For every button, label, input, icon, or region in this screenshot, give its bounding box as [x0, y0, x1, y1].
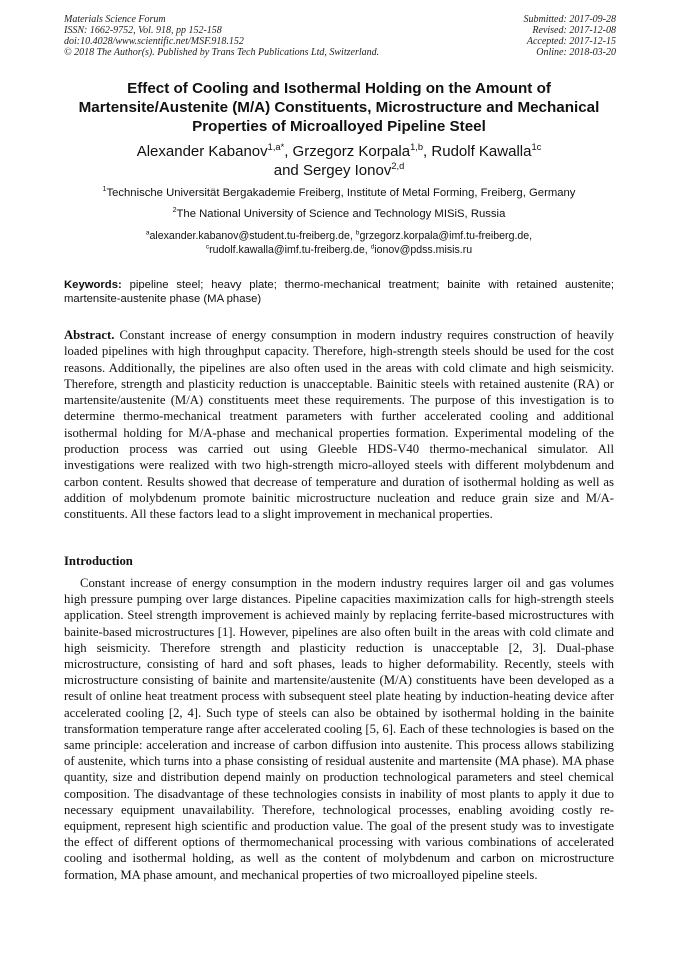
affiliation-mark: 1 — [102, 186, 107, 194]
accepted-date: Accepted: 2017-12-15 — [526, 36, 616, 47]
submission-dates — [524, 14, 617, 58]
email-mark: d — [370, 243, 375, 251]
abstract-label: Abstract. — [64, 328, 115, 342]
email-link[interactable]: alexander.kabanov@student.tu-freiberg.de, — [149, 230, 356, 242]
author-affil-mark: 1,b — [410, 142, 424, 152]
affiliation-mark: 2 — [172, 207, 177, 215]
paper-title — [50, 79, 628, 136]
journal-doi: doi:10.4028/www.scientific.net/MSF.918.152 — [64, 36, 244, 47]
author-conjunction: and — [273, 162, 303, 179]
abstract-section — [64, 327, 614, 523]
submitted-date: Submitted: 2017-09-28 — [523, 14, 616, 25]
journal-info — [64, 14, 379, 58]
affiliation-text: Technische Universität Bergakademie Freiberg, Institute of Metal Forming, Freiberg, Germany — [106, 187, 576, 199]
author-name: Grzegorz Korpala — [292, 143, 411, 160]
author-separator: , — [284, 143, 293, 160]
author-line-2 — [40, 161, 638, 180]
author-separator: , — [423, 143, 432, 160]
title-line: Martensite/Austenite (M/A) Constituents, Microstructure and Mechanical — [78, 99, 600, 116]
author-affil-mark: 2,d — [391, 161, 405, 171]
keywords-section — [64, 278, 614, 306]
keywords-label: Keywords: — [64, 279, 122, 291]
author-affil-mark: 1,a* — [267, 142, 285, 152]
email-mark: b — [355, 229, 360, 237]
author-line-1 — [40, 142, 638, 161]
author-emails — [30, 229, 648, 257]
affiliation — [30, 207, 648, 221]
introduction-paragraph: Constant increase of energy consumption in the modern industry requires larger oil and gas volumes high pressure pumping over large distances. Pipeline capacities maximization calls for high-strength steels application. Steel strength improvement is achieved mainly by replacing ferrite-based microstructures with bainite-based microstructures [1]. However, pipelines are also often built in the areas with cold climate and high seismicity. Therefore strength and plasticity reduction is unacceptable [2, 3]. Dual-phase microstructure, consisting of hard and soft phases, leads to higher deformability. Recently, steels with microstructure consisting of bainite and martensite/austenite (M/A) constituents have been developed as a result of online heat treatment process with subsequent steel plate heating by induction-heating device after accelerated cooling [2, 4]. Such type of steels can also be obtained by isothermal holding in the bainite transformation temperature range after accelerated cooling [5, 6]. Each of these technologies is based on the same principle: acceleration and increase of carbon diffusion into austenite. This process allows stabilizing of austenite, which turns into a phase consisting of residual austenite and martensite (MA phase). MA phase quantity, size and distribution depend mainly on production technological parameters and steel chemical composition. The disadvantage of these technologies consists in inability of most plants to apply it due to necessary equipment unavailability. Therefore, technological processes, enabling avoiding costly re-equipment, represent high scientific and production value. The goal of the present study was to investigate the effect of different options of thermomechanical processing with various combinations of accelerated cooling and isothermal holding, as well as the content of molybdenum and carbon on microstructure formation, MA phase amount, and mechanical properties of two microalloyed pipeline steels. — [64, 576, 614, 882]
journal-issn: ISSN: 1662-9752, Vol. 918, pp 152-158 — [64, 25, 222, 36]
email-mark: c — [205, 243, 210, 251]
affiliation-text: The National University of Science and Technology MISiS, Russia — [176, 208, 506, 220]
author-name: Sergey Ionov — [302, 162, 392, 179]
author-list — [40, 142, 638, 180]
keywords-text: pipeline steel; heavy plate; thermo-mechanical treatment; bainite with retained austenite; martensite-austenite phase (MA phase) — [64, 279, 614, 305]
revised-date: Revised: 2017-12-08 — [532, 25, 616, 36]
author-name: Alexander Kabanov — [136, 143, 268, 160]
email-line-1 — [30, 229, 648, 243]
journal-copyright: © 2018 The Author(s). Published by Trans Tech Publications Ltd, Switzerland. — [64, 47, 380, 58]
affiliation — [30, 186, 648, 200]
email-mark: a — [145, 229, 150, 237]
title-line: Effect of Cooling and Isothermal Holding on the Amount of — [127, 80, 551, 97]
journal-name: Materials Science Forum — [64, 14, 166, 25]
online-date: Online: 2018-03-20 — [536, 47, 616, 58]
abstract-text: Constant increase of energy consumption in modern industry requires construction of heavily loaded pipelines with high throughput capacity. Therefore, high-strength steels should be used for the cost reasons. Additionally, the pipelines are also often used in the areas with cold climate and high seismicity. Therefore, strength and plasticity reduction is unacceptable. Bainitic steels with retained austenite (RA) or martensite/austenite (M/A) constituents meet these requirements. The purpose of this investigation is to determine thermo-mechanical treatment parameters with further accelerated cooling and additional isothermal holding for M/A-phase and mechanical properties formation. Experimental modeling of the production process was carried out using Gleeble HDS-V40 thermo-mechanical simulator. All investigations were realized with two high-strength micro-alloyed steels with different molybdenum and carbon content. Results showed that decrease of temperature and duration of isothermal holding as well as addition of molybdenum promote bainitic microstructure nucleation and reduce grain size and M/A-constituents. All these factors lead to a slight improvement in mechanical properties. — [64, 328, 614, 522]
author-affil-mark: 1c — [531, 142, 542, 152]
email-link[interactable]: grzegorz.korpala@imf.tu-freiberg.de, — [359, 230, 533, 242]
email-line-2 — [30, 243, 648, 257]
title-line: Properties of Microalloyed Pipeline Steel — [192, 118, 486, 135]
author-name: Rudolf Kawalla — [431, 143, 532, 160]
email-link[interactable]: rudolf.kawalla@imf.tu-freiberg.de, — [209, 244, 371, 256]
introduction-heading: Introduction — [64, 554, 133, 568]
email-link[interactable]: ionov@pdss.misis.ru — [374, 244, 473, 256]
